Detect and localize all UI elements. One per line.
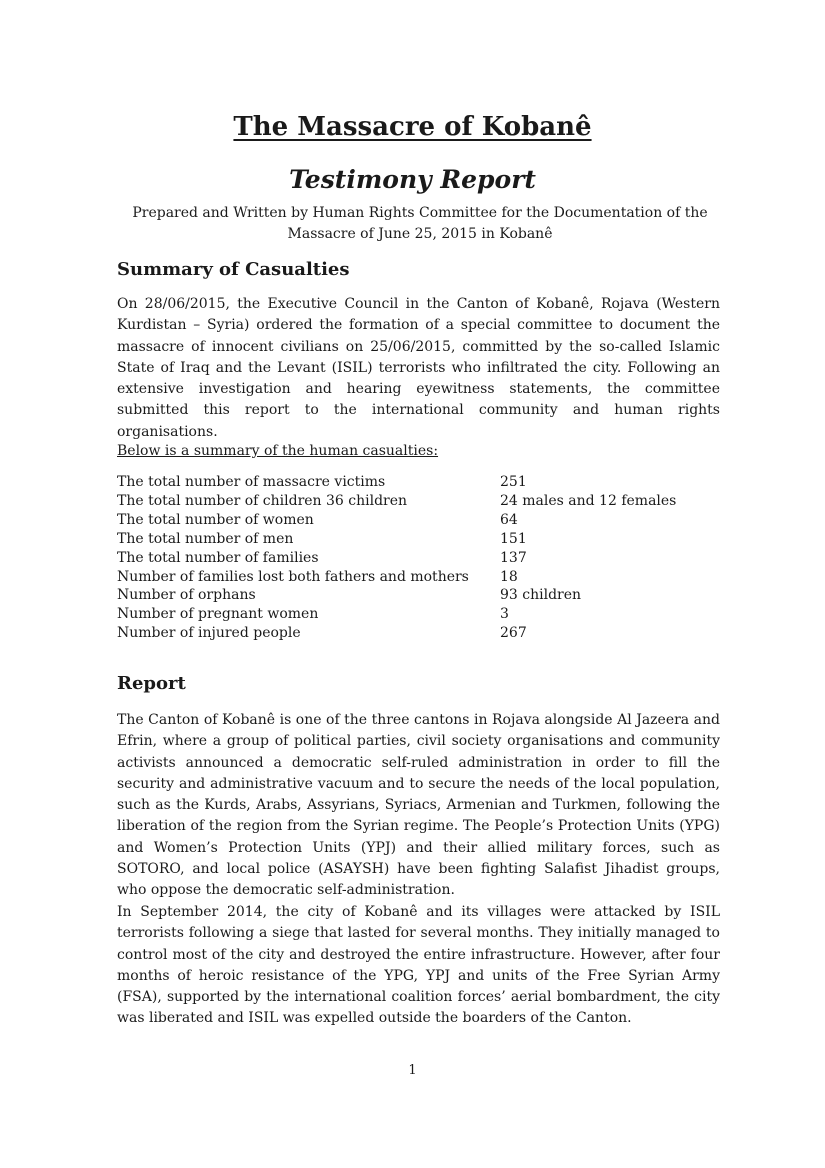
casualty-label: The total number of men — [117, 530, 294, 547]
casualty-value: 151 — [500, 530, 527, 547]
casualty-label: The total number of women — [117, 511, 314, 528]
table-row — [117, 530, 676, 549]
casualty-value: 93 children — [500, 587, 582, 604]
table-row — [117, 624, 676, 643]
table-row — [117, 549, 676, 568]
report-paragraph-2: In September 2014, the city of Kobanê and its villages were attacked by ISIL terrorists following a siege that lasted for several months. They initially managed to control most of the city and destroyed the entire infrastructure. However, after four months of heroic resistance of the YPG, YPJ and units of the Free Syrian Army (FSA), supported by the international coalition forces’ aerial bombardment, the city was liberated and ISIL was expelled outside the boarders of the Canton. — [117, 904, 720, 1027]
casualty-label: Number of families lost both fathers and mothers — [117, 568, 469, 585]
casualty-label: Number of injured people — [117, 625, 301, 642]
casualty-value: 64 — [500, 511, 518, 528]
document-title: The Massacre of Kobanê — [233, 112, 592, 142]
casualty-value: 18 — [500, 568, 518, 585]
casualty-label: Number of pregnant women — [117, 606, 319, 623]
page-number: 1 — [408, 1063, 417, 1078]
casualty-value: 267 — [500, 625, 527, 642]
casualties-intro: Below is a summary of the human casualties: — [117, 443, 439, 459]
document-subtitle: Testimony Report — [289, 165, 536, 194]
table-row — [117, 511, 676, 530]
casualty-value: 137 — [500, 549, 527, 566]
byline-line-1: Prepared and Written by Human Rights Committee for the Documentation of the — [132, 205, 708, 221]
table-row — [117, 605, 676, 624]
table-row — [117, 568, 676, 587]
summary-paragraph: On 28/06/2015, the Executive Council in the Canton of Kobanê, Rojava (Western Kurdistan – Syria) ordered the formation of a special committee to document the massacre of innocent civilians on 25/06/2015, committed by the so-called Islamic State of Iraq and the Levant (ISIL) terrorists who infiltrated the city. Following an extensive investigation and hearing eyewitness statements, the committee submitted this report to the international community and human rights organisations. — [117, 296, 720, 440]
casualties-table — [117, 473, 676, 643]
casualty-label: The total number of massacre victims — [117, 474, 386, 490]
casualty-label: The total number of families — [117, 549, 319, 566]
casualty-label: The total number of children 36 children — [117, 492, 408, 509]
casualty-label: Number of orphans — [117, 587, 256, 604]
table-row — [117, 586, 676, 605]
casualty-value: 3 — [500, 606, 509, 623]
casualty-value: 24 males and 12 females — [500, 492, 677, 509]
report-paragraph-1: The Canton of Kobanê is one of the three cantons in Rojava alongside Al Jazeera and Efrin, where a group of political parties, civil society organisations and community activists announced a democratic self-ruled administration in order to fill the security and administrative vacuum and to secure the needs of the local population, such as the Kurds, Arabs, Assyrians, Syriacs, Armenian and Turkmen, following the liberation of the region from the Syrian regime. The People’s Protection Units (YPG) and Women’s Protection Units (YPJ) and their allied military forces, such as SOTORO, and local police (ASAYSH) have been fighting Salafist Jihadist groups, who oppose the democratic self-administration. — [117, 712, 720, 899]
table-row — [117, 473, 676, 492]
report-heading: Report — [117, 673, 186, 694]
summary-heading: Summary of Casualties — [117, 259, 350, 280]
byline — [100, 203, 740, 245]
table-row — [117, 492, 676, 511]
byline-line-2: Massacre of June 25, 2015 in Kobanê — [287, 226, 553, 242]
casualty-value: 251 — [500, 474, 527, 490]
